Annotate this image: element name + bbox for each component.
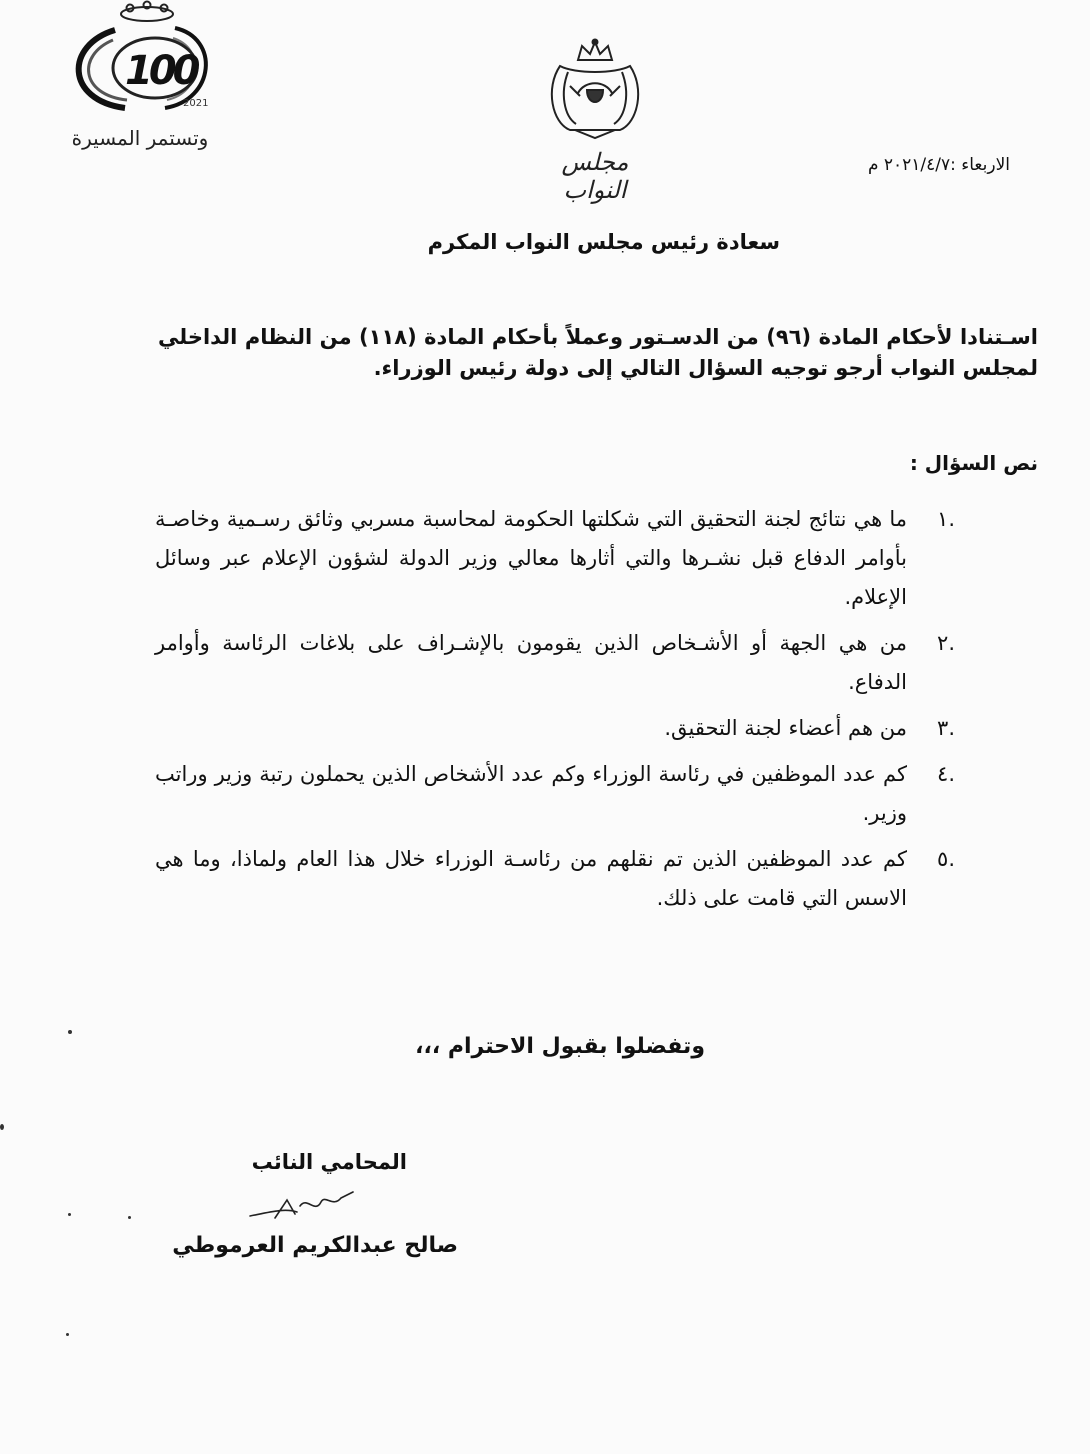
scan-speck xyxy=(68,1030,72,1034)
letter-date: الاربعاء :٢٠٢١/٤/٧ م xyxy=(867,155,1010,175)
centenary-number: 100 xyxy=(125,48,197,94)
question-heading: نص السؤال : xyxy=(909,451,1038,475)
handwritten-signature xyxy=(245,1178,365,1228)
signatory-title: المحامي النائب xyxy=(251,1150,407,1174)
intro-paragraph: اسـتنادا لأحكام المادة (٩٦) من الدسـتور وعملاً بأحكام المادة (١١٨) من النظام الداخلي لمجلس النواب أرجو توجيه السؤال التالي إلى دولة رئيس الوزراء. xyxy=(158,325,1039,380)
question-text: كم عدد الموظفين في رئاسة الوزراء وكم عدد الأشخاص الذين يحملون رتبة وزير وراتب وزير. xyxy=(155,762,907,825)
scan-speck xyxy=(66,1333,69,1336)
question-number: .٢ xyxy=(937,631,955,655)
question-text: من هم أعضاء لجنة التحقيق. xyxy=(664,716,907,740)
scan-speck xyxy=(0,1124,4,1130)
question-text: كم عدد الموظفين الذين تم نقلهم من رئاسـة الوزراء خلال هذا العام ولماذا، وما هي الاسس التي قامت على ذلك. xyxy=(155,847,907,910)
list-item xyxy=(155,755,955,833)
scan-speck xyxy=(68,1213,71,1216)
question-number: .٤ xyxy=(937,762,955,786)
list-item xyxy=(155,624,955,702)
addressee-line: سعادة رئيس مجلس النواب المكرم xyxy=(427,230,780,254)
centenary-logo xyxy=(55,0,230,160)
parliament-emblem xyxy=(540,38,650,204)
centenary-year: 2021 xyxy=(183,98,209,109)
centenary-slogan: وتستمر المسيرة xyxy=(71,126,209,150)
signatory-name: صالح عبدالكريم العرموطي xyxy=(172,1233,458,1258)
scan-speck xyxy=(128,1216,131,1219)
question-text: من هي الجهة أو الأشـخاص الذين يقومون بالإشـراف على بلاغات الرئاسة وأوامر الدفاع. xyxy=(155,631,907,694)
questions-list xyxy=(155,500,955,925)
list-item xyxy=(155,840,955,918)
parliament-name: مجلس النواب xyxy=(561,148,629,204)
question-number: .٣ xyxy=(937,716,955,740)
question-text: ما هي نتائج لجنة التحقيق التي شكلتها الحكومة لمحاسبة مسربي وثائق رسـمية وخاصـة بأوامر الدفاع قبل نشـرها والتي أثارها معالي وزير الدولة لشؤون الإعلام عبر وسائل الإعلام. xyxy=(155,507,907,609)
list-item xyxy=(155,709,955,748)
question-number: .١ xyxy=(937,507,955,531)
list-item xyxy=(155,500,955,617)
closing-line: وتفضلوا بقبول الاحترام ،،، xyxy=(415,1034,705,1059)
coat-of-arms-icon xyxy=(540,38,650,143)
question-number: .٥ xyxy=(937,847,955,871)
